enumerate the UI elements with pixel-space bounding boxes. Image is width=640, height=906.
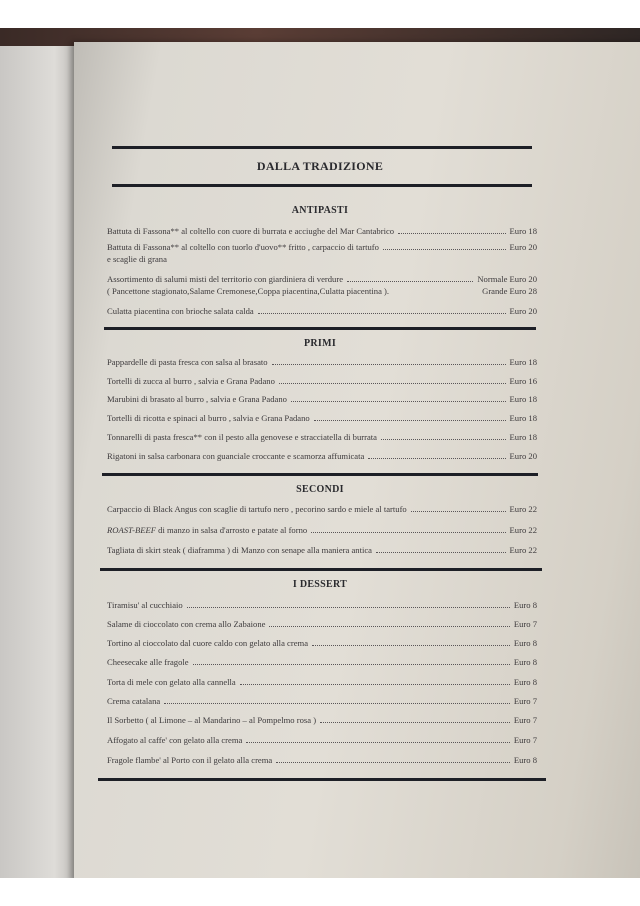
menu-item: [107, 638, 537, 649]
item-price: Euro 8: [513, 677, 537, 687]
menu-item: [107, 451, 537, 462]
item-price: Euro 8: [513, 638, 537, 648]
item-description: e scaglie di grana: [107, 254, 167, 264]
item-price: Euro 20: [509, 242, 537, 252]
menu-item: [107, 306, 537, 317]
menu-title: DALLA TRADIZIONE: [256, 159, 384, 173]
menu-item: [107, 242, 537, 253]
menu-item: [107, 376, 537, 387]
item-description: ( Pancettone stagionato,Salame Cremonese,Coppa piacentina,Culatta piacentina ).: [107, 286, 390, 296]
dot-leader: [381, 439, 506, 440]
dot-leader: [347, 281, 473, 282]
menu-item: [107, 525, 537, 536]
item-name: Fragole flambe' al Porto con il gelato alla crema: [107, 755, 273, 765]
menu-item: [107, 677, 537, 688]
section-divider: [100, 568, 542, 571]
item-price: Normale Euro 20: [477, 274, 537, 284]
dot-leader: [314, 420, 506, 421]
dot-leader: [368, 458, 505, 459]
item-name: Carpaccio di Black Angus con scaglie di tartufo nero , pecorino sardo e miele al tartufo: [107, 504, 407, 514]
item-name: Salame di cioccolato con crema allo Zabaione: [107, 619, 266, 629]
item-price: Euro 16: [509, 376, 537, 386]
item-name: Tortelli di ricotta e spinaci al burro , salvia e Grana Padano: [107, 413, 310, 423]
item-price: Euro 8: [513, 657, 537, 667]
menu-item: [107, 696, 537, 707]
item-price: Euro 7: [513, 715, 537, 725]
dot-leader: [258, 313, 506, 314]
dot-leader: [398, 233, 505, 234]
item-name: Tiramisu' al cucchiaio: [107, 600, 183, 610]
dot-leader: [193, 664, 510, 665]
item-name: Assortimento di salumi misti del territorio con giardiniera di verdure: [107, 274, 344, 284]
item-name: Il Sorbetto ( al Limone – al Mandarino – al Pompelmo rosa ): [107, 715, 317, 725]
menu-item: [107, 274, 537, 285]
item-name: Crema catalana: [107, 696, 161, 706]
item-price: Euro 18: [509, 432, 537, 442]
menu-item: [107, 432, 537, 443]
item-name: Battuta di Fassona** al coltello con cuore di burrata e acciughe del Mar Cantabrico: [107, 226, 395, 236]
item-price: Euro 22: [509, 525, 537, 535]
menu-item: [107, 394, 537, 405]
menu-item: [107, 755, 537, 766]
item-name: Battuta di Fassona** al coltello con tuorlo d'uovo** fritto , carpaccio di tartufo: [107, 242, 379, 252]
item-price: Euro 7: [513, 619, 537, 629]
section-heading-antipasti: ANTIPASTI: [291, 205, 349, 216]
section-divider: [102, 473, 538, 476]
section-heading-secondi: SECONDI: [296, 484, 344, 495]
dot-leader: [187, 607, 510, 608]
item-price: Euro 18: [509, 394, 537, 404]
section-divider: [98, 778, 546, 781]
dot-leader: [279, 383, 506, 384]
menu-item: [107, 735, 537, 746]
item-name: Pappardelle di pasta fresca con salsa al brasato: [107, 357, 268, 367]
menu-item: [107, 657, 537, 668]
item-name: Marubini di brasato al burro , salvia e Grana Padano: [107, 394, 287, 404]
item-price: Euro 7: [513, 735, 537, 745]
item-name-rest: di manzo in salsa d'arrosto e patate al forno: [156, 525, 308, 535]
item-price: Euro 18: [509, 357, 537, 367]
dot-leader: [272, 364, 506, 365]
section-heading-primi: PRIMI: [303, 338, 337, 349]
section-divider: [104, 327, 536, 330]
item-price: Euro 8: [513, 755, 537, 765]
section-divider: [112, 184, 532, 187]
item-price: Euro 22: [509, 545, 537, 555]
item-price: Euro 7: [513, 696, 537, 706]
menu-item: [107, 715, 537, 726]
dot-leader: [291, 401, 506, 402]
item-name-italic: ROAST-BEEF: [107, 525, 157, 535]
item-price: Euro 18: [509, 413, 537, 423]
item-price: Euro 8: [513, 600, 537, 610]
dot-leader: [276, 762, 510, 763]
item-name: Tortelli di zucca al burro , salvia e Grana Padano: [107, 376, 275, 386]
menu-item-line2: [107, 254, 537, 265]
item-price: Euro 20: [509, 306, 537, 316]
dot-leader: [411, 511, 506, 512]
dot-leader: [246, 742, 510, 743]
dot-leader: [312, 645, 510, 646]
item-price: Euro 22: [509, 504, 537, 514]
item-name: Tortino al cioccolato dal cuore caldo con gelato alla crema: [107, 638, 309, 648]
item-price: Euro 18: [509, 226, 537, 236]
menu-item-line2: [107, 286, 537, 297]
menu-item: [107, 504, 537, 515]
item-name: [107, 525, 307, 536]
dot-leader: [164, 703, 510, 704]
item-name: Torta di mele con gelato alla cannella: [107, 677, 236, 687]
item-name: Tagliata di skirt steak ( diaframma ) di Manzo con senape alla maniera antica: [107, 545, 372, 555]
menu-item: [107, 357, 537, 368]
item-name: Tonnarelli di pasta fresca** con il pesto alla genovese e stracciatella di burrata: [107, 432, 377, 442]
item-price: Euro 20: [509, 451, 537, 461]
dot-leader: [376, 552, 506, 553]
section-heading-dessert: I DESSERT: [292, 579, 348, 590]
item-name: Culatta piacentina con brioche salata calda: [107, 306, 254, 316]
dot-leader: [240, 684, 510, 685]
section-divider: [112, 146, 532, 149]
item-name: Rigatoni in salsa carbonara con guanciale croccante e scamorza affumicata: [107, 451, 365, 461]
menu-item: [107, 413, 537, 424]
item-name: Cheesecake alle fragole: [107, 657, 189, 667]
menu-item: [107, 619, 537, 630]
dot-leader: [269, 626, 509, 627]
dot-leader: [320, 722, 510, 723]
item-name: Affogato al caffe' con gelato alla crema: [107, 735, 243, 745]
dot-leader: [311, 532, 505, 533]
menu-item: [107, 226, 537, 237]
item-price-large: Grande Euro 28: [482, 286, 537, 296]
dot-leader: [383, 249, 506, 250]
menu-item: [107, 545, 537, 556]
menu-item: [107, 600, 537, 611]
